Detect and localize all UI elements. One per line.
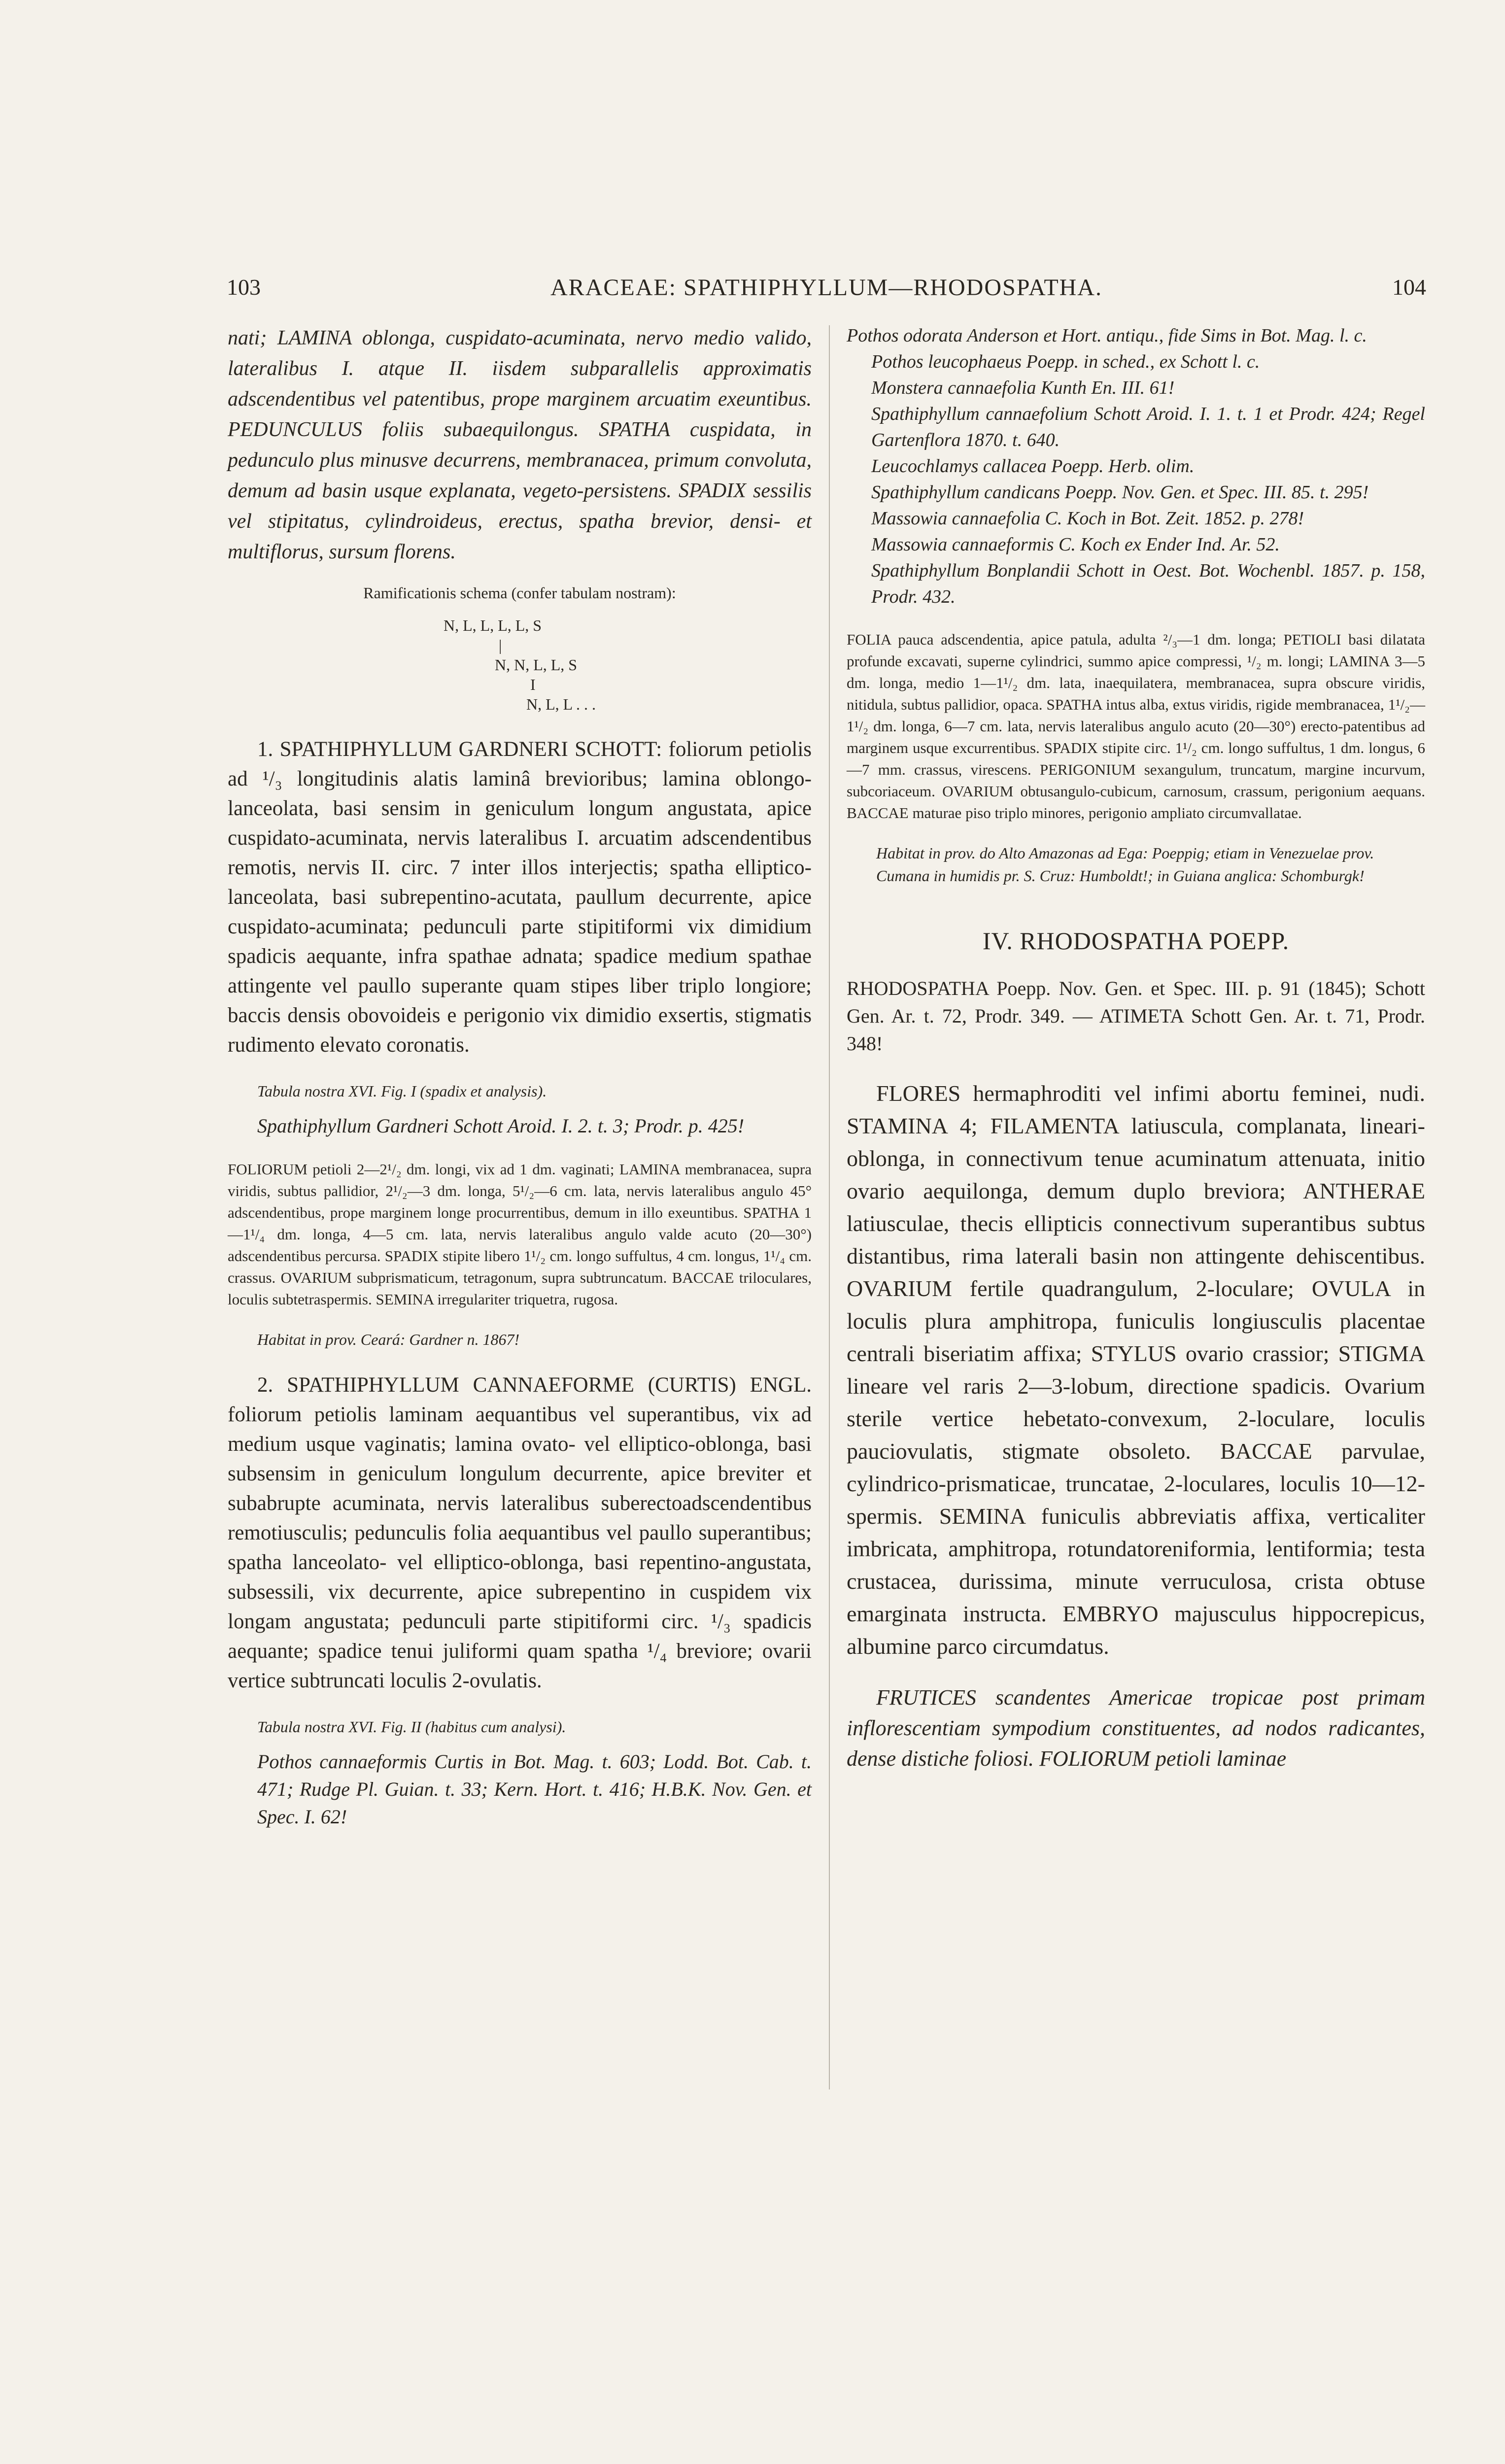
- synonym-entry: Monstera cannaefolia Kunth En. III. 61!: [871, 377, 1175, 398]
- species-2-habitat: Habitat in prov. do Alto Amazonas ad Ega: Poeppig; etiam in Venezuelae prov. Cumana in humidis pr. S. Cruz: Humboldt!; in Guiana anglica: Schomburgk!: [876, 844, 1374, 885]
- species-1-diagnosis: 1. SPATHIPHYLLUM GARDNERI SCHOTT: foliorum petiolis ad ¹/₃ longitudinis alatis laminâ brevioribus; lamina oblongo-lanceolata, basi sensim in geniculum longum angustata, apice cuspidato-acuminata, nervis lateralibus I. arcuatim adscendentibus remotis, nervis II. circ. 7 inter illos interjectis; spatha elliptico-lanceolata, basi subrepentino-acutata, paullum decurrente, apice cuspidato-acuminata; pedunculi parte stipitiformi vix dimidium spadicis aequante, infra spathae adnata; spadice medium spathae attingente vel paullo superante quam stipes liber triplo longiore; baccis densis obovoideis e perigonio vix dimidio exsertis, stigmatis rudimento elevato coronatis.: [228, 738, 812, 1057]
- synonym-entry: Massowia cannaeformis C. Koch ex Ender Ind. Ar. 52.: [871, 534, 1280, 555]
- ramification-scheme: [228, 582, 812, 715]
- species-2-plate-reference: Tabula nostra XVI. Fig. II (habitus cum analysi).: [257, 1718, 566, 1736]
- synonym-entry: Spathiphyllum Bonplandii Schott in Oest. Bot. Wochenbl. 1857. p. 158, Prodr. 432.: [871, 560, 1425, 607]
- species-2-synonymy-start: Pothos cannaeformis Curtis in Bot. Mag. t. 603; Lodd. Bot. Cab. t. 471; Rudge Pl. Guian. t. 33; Kern. Hort. t. 416; H.B.K. Nov. Gen. et Spec. I. 62!: [257, 1750, 812, 1828]
- running-title: ARACEAE: SPATHIPHYLLUM—RHODOSPATHA.: [550, 274, 1102, 301]
- page-number-right: 104: [1392, 274, 1426, 300]
- synonym-entry: Spathiphyllum cannaefolium Schott Aroid. I. 1. t. 1 et Prodr. 424; Regel Gartenflora 1870. t. 640.: [871, 404, 1425, 450]
- synonym-entry: Pothos odorata Anderson et Hort. antiqu., fide Sims in Bot. Mag. l. c.: [847, 325, 1367, 346]
- synonym-entry: Massowia cannaefolia C. Koch in Bot. Zeit. 1852. p. 278!: [871, 508, 1304, 529]
- synonym-entry: Spathiphyllum candicans Poepp. Nov. Gen. et Spec. III. 85. t. 295!: [871, 482, 1369, 503]
- scheme-label: Ramificationis schema (confer tabulam nostram):: [363, 584, 676, 602]
- synonym-entry: Leucochlamys callacea Poepp. Herb. olim.: [871, 456, 1195, 477]
- species-2-description: FOLIA pauca adscendentia, apice patula, adulta ²/₃—1 dm. longa; PETIOLI basi dilatata profunde excavati, superne cylindrici, summo apice compressi, ¹/₂ m. longi; LAMINA 3—5 dm. longa, medio 1—1¹/₂ dm. lata, inaequilatera, membranacea, supra obscure viridis, nitidula, subtus pallidior, opaca. SPATHA intus alba, extus viridis, rigide membranacea, 1¹/₂—1¹/₂ dm. longa, 6—7 cm. lata, nervis lateralibus angulo acuto (20—30°) erecto-patentibus ad marginem usque excurrentibus. SPADIX stipite circ. 1¹/₂ cm. longo suffultus, 1 dm. longus, 6—7 mm. crassus, virescens. PERIGONIUM sexangulum, truncatum, margine incurvum, subcoriaceum. OVARIUM obtusangulo-cubicum, carnosum, crassum, perigonium aequans. BACCAE maturae piso triplo minores, perigonio ampliato circumvallatae.: [847, 631, 1425, 821]
- species-2-diagnosis: 2. SPATHIPHYLLUM CANNAEFORME (CURTIS) ENGL. foliorum petiolis laminam aequantibus vel superantibus, vix ad medium usque vaginatis; lamina ovato- vel elliptico-oblonga, basi subsensim in geniculum longulum decurrente, apice breviter et subabrupte acuminata, nervis lateralibus suberectoadscendentibus remotiusculis; pedunculis folia aequantibus vel paullo superantibus; spatha lanceolato- vel elliptico-oblonga, basi repentino-angustata, subsessili, vix decurrente, apice subrepentino in cuspidem vix longam angustata; pedunculi parte stipitiformi circ. ¹/₃ spadicis aequante; spadice tenui juliformi quam spatha ¹/₄ breviore; ovarii vertice subtruncati loculis 2-ovulatis.: [228, 1373, 812, 1692]
- page-number-left: 103: [227, 274, 261, 300]
- genus-synonymy: RHODOSPATHA Poepp. Nov. Gen. et Spec. III. p. 91 (1845); Schott Gen. Ar. t. 72, Prodr. 349. — ATIMETA Schott Gen. Ar. t. 71, Prodr. 348!: [847, 977, 1425, 1055]
- page-header: [227, 274, 1426, 308]
- genus-description: FLORES hermaphroditi vel infimi abortu feminei, nudi. STAMINA 4; FILAMENTA latiuscula, complanata, lineari-oblonga, in connectivum tenue acuminatum attenuata, initio ovario aequilonga, demum duplo breviora; ANTHERAE latiusculae, thecis ellipticis connectivum superantibus subtus distantibus, rima laterali basin non attingente dehiscentibus. OVARIUM fertile quadrangulum, 2-loculare; OVULA in loculis plura amphitropa, funiculis longiusculis placentae centrali biseriatim affixa; STYLUS ovario crassior; STIGMA lineare vel raris 2—3-lobum, directione spadicis. Ovarium sterile vertice hebetato-convexum, 2-loculare, loculis pauciovulatis, stigmate obsoleto. BACCAE parvulae, cylindrico-prismaticae, truncatae, 2-loculares, loculis 10—12-spermis. SEMINA funiculis abbreviatis affixa, verticaliter imbricata, amphitropa, rotundatoreniformia, lentiformia; testa crustacea, durissima, minute verruculosa, crista obtuse emarginata instructa. EMBRYO majusculus hippocrepicus, albumine parco circumdatus.: [847, 1081, 1425, 1659]
- genus-heading: IV. RHODOSPATHA POEPP.: [982, 927, 1290, 955]
- species-1-synonymy: Spathiphyllum Gardneri Schott Aroid. I. 2. t. 3; Prodr. p. 425!: [257, 1115, 745, 1137]
- habit-description: FRUTICES scandentes Americae tropicae post primam inflorescentiam sympodium constituentes, ad nodos radicantes, dense distiche foliosi. FOLIORUM petioli laminae: [847, 1685, 1425, 1771]
- column-divider: [829, 325, 830, 2089]
- synonym-entry: Pothos leucophaeus Poepp. in sched., ex Schott l. c.: [871, 351, 1260, 372]
- genus-description-continuation: nati; LAMINA oblonga, cuspidato-acuminata, nervo medio valido, lateralibus I. atque II. iisdem subparallelis approximatis adscendentibus vel patentibus, prope marginem arcuatim exeuntibus. PEDUNCULUS foliis subaequilongus. SPATHA cuspidata, in pedunculo plus minusve decurrens, membranacea, primum convoluta, demum ad basin usque explanata, vegeto-persistens. SPADIX sessilis vel stipitatus, cylindroideus, erectus, spatha brevior, densi- et multiflorus, sursum florens.: [228, 327, 812, 563]
- species-2-synonymy-list: [847, 323, 1425, 610]
- scheme-formula: N, L, L, L, L, S | N, N, L, L, S I N, L, L . . .: [443, 616, 596, 713]
- right-column: [847, 323, 1425, 1774]
- species-1-habitat: Habitat in prov. Ceará: Gardner n. 1867!: [257, 1331, 520, 1348]
- species-1-plate-reference: Tabula nostra XVI. Fig. I (spadix et analysis).: [257, 1082, 547, 1100]
- left-column: [228, 323, 812, 1831]
- species-1-description: FOLIORUM petioli 2—2¹/₂ dm. longi, vix ad 1 dm. vaginati; LAMINA membranacea, supra viridis, subtus pallidior, 2¹/₂—3 dm. longa, 5¹/₂—6 cm. lata, nervis lateralibus angulo 45° adscendentibus, prope marginem longe procurrentibus, demum in illo exeuntibus. SPATHA 1—1¹/₄ dm. longa, 4—5 cm. lata, nervis lateralibus angulo valde acuto (20—30°) adscendentibus percursa. SPADIX stipite libero 1¹/₂ cm. longo suffultus, 4 cm. longus, 1¹/₄ cm. crassus. OVARIUM subprismaticum, tetragonum, supra subtruncatum. BACCAE triloculares, loculis subtetraspermis. SEMINA irregulariter triquetra, rugosa.: [228, 1161, 812, 1308]
